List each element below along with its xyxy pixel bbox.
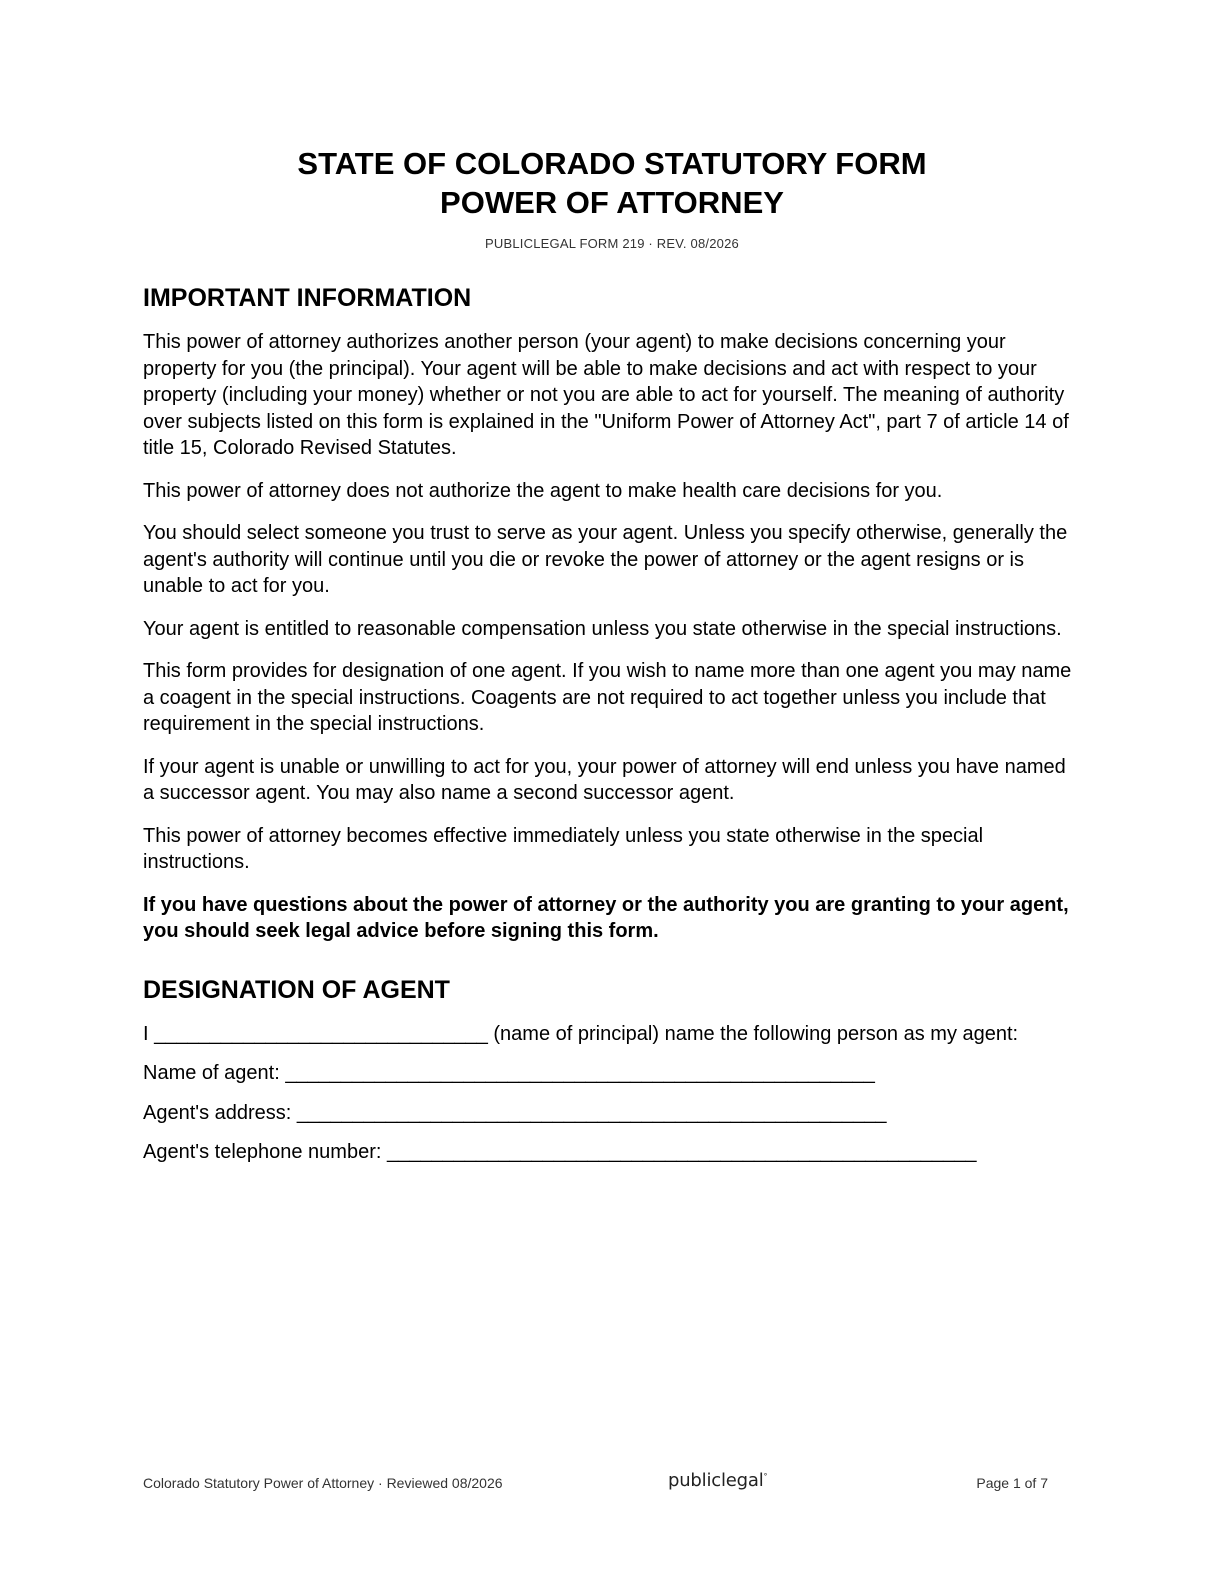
agent-phone-field[interactable]: _____________________________________________________ [387, 1141, 977, 1163]
logo-wordmark: publiclegal [668, 1470, 764, 1491]
section-heading-designation-of-agent: DESIGNATION OF AGENT [143, 975, 450, 1004]
section-heading-important-information: IMPORTANT INFORMATION [143, 284, 472, 312]
paragraph-effective-date: This power of attorney becomes effective immediately unless you state otherwise in the special instructions. [143, 824, 984, 873]
paragraph-authorization: This power of attorney authorizes another person (your agent) to make decisions concerning your property for you (the principal). Your agent will be able to make decisions and act with respect to your property (including your money) whether or not you are able to act for yourself. The meaning of authority over subjects listed on this form is explained in the "Uniform Power of Attorney Act", part 7 of article 14 of title 15, Colorado Revised Statutes. [143, 331, 1069, 459]
form-id: PUBLICLEGAL FORM 219 · REV. 08/2026 [485, 236, 739, 251]
agent-name-line [143, 1060, 1073, 1087]
agent-name-label: Name of agent: [143, 1062, 280, 1084]
agent-phone-line [143, 1139, 1073, 1166]
agent-address-line [143, 1100, 1073, 1127]
principal-suffix: (name of principal) name the following person as my agent: [493, 1022, 1019, 1045]
principal-name-line [143, 1021, 1073, 1048]
agent-address-field[interactable]: _____________________________________________________ [296, 1101, 887, 1124]
publiclegal-logo [668, 1470, 767, 1491]
document-title [0, 144, 1224, 222]
logo-mark: ° [763, 1472, 768, 1481]
footer-document-info: Colorado Statutory Power of Attorney · Reviewed 08/2026 [143, 1475, 503, 1491]
agent-phone-label: Agent's telephone number: [143, 1141, 382, 1163]
principal-name-field[interactable]: ______________________________ [154, 1022, 488, 1045]
paragraph-coagent: This form provides for designation of one agent. If you wish to name more than one agent you may name a coagent in the special instructions. Coagents are not required to act together unless you include that requirement in the special instructions. [143, 660, 1072, 735]
title-line-1: STATE OF COLORADO STATUTORY FORM [297, 146, 927, 181]
agent-address-label: Agent's address: [143, 1101, 292, 1124]
document-body [143, 282, 1073, 1179]
paragraph-select-agent: You should select someone you trust to serve as your agent. Unless you specify otherwise, generally the agent's authority will continue until you die or revoke the power of attorney or the agent resigns or is unable to act for you. [143, 522, 1068, 597]
principal-prefix: I [143, 1022, 149, 1045]
paragraph-successor-agent: If your agent is unable or unwilling to act for you, your power of attorney will end unless you have named a successor agent. You may also name a second successor agent. [143, 755, 1066, 804]
paragraph-compensation: Your agent is entitled to reasonable compensation unless you state otherwise in the special instructions. [143, 617, 1062, 640]
agent-name-field[interactable]: _____________________________________________________ [285, 1062, 875, 1084]
page-number: Page 1 of 7 [976, 1475, 1048, 1491]
title-line-2: POWER OF ATTORNEY [440, 185, 784, 220]
paragraph-health-care: This power of attorney does not authorize the agent to make health care decisions for you. [143, 479, 943, 502]
page-footer [143, 1472, 1048, 1496]
legal-advice-notice: If you have questions about the power of attorney or the authority you are granting to your agent, you should seek legal advice before signing this form. [143, 893, 1069, 942]
